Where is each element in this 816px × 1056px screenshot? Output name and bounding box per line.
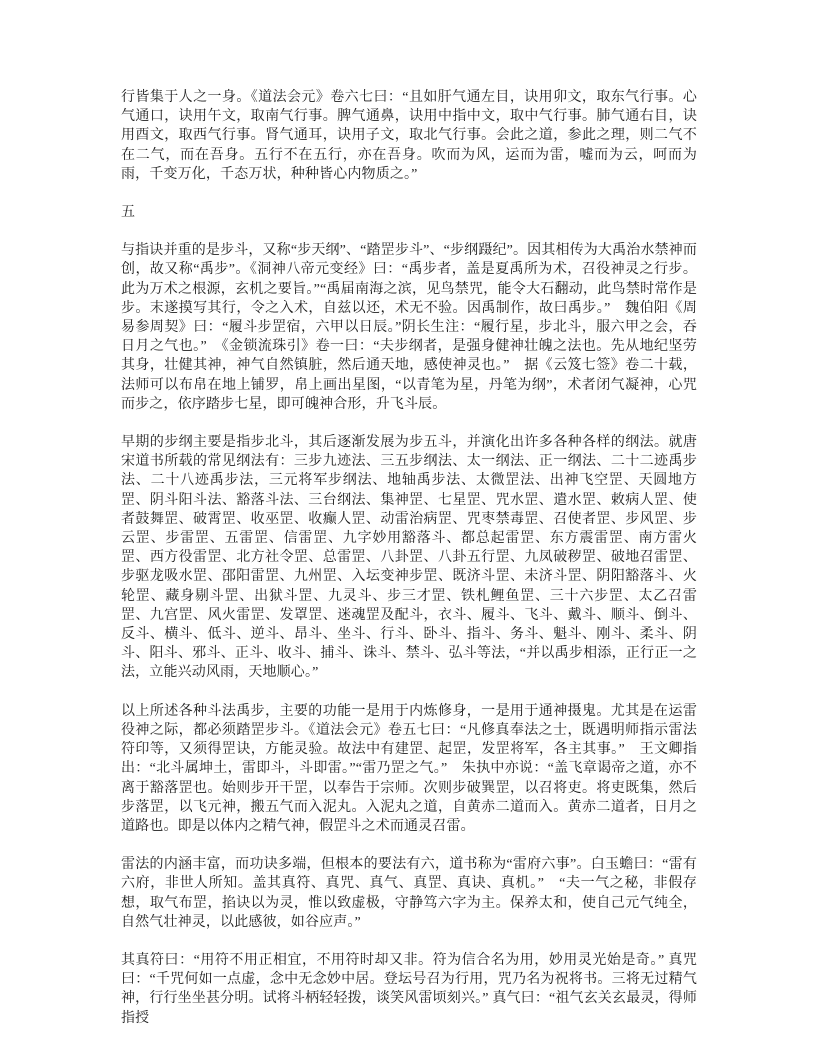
paragraph-qi-circulation: 行皆集于人之一身。《道法会元》卷六七曰：“且如肝气通左目，诀用卯文，取东气行事。心气通口，诀用午文，取南气行事。脾气通鼻，诀用中指中文，取中气行事。肺气通右目，诀用酉文，取西气行事。肾气通耳，诀用子文，取北气行事。会此之道，参此之理，则二气不在二气，而在吾身。五行不在五行，亦在吾身。吹而为风，运而为雷，嘘而为云，呵而为雨，千变万化，千态万状，种种皆心内物质之。”: [121, 90, 697, 182]
section-number-heading: 五: [121, 205, 136, 221]
paragraph-zhenfu-zhenzhou-zhenqi: 其真符曰：“用符不用正相宜，不用符时却又非。符为信合名为用，妙用灵光始是奇。” 真咒曰：“千咒何如一点虚，念中无念妙中居。登坛号召为行用，咒乃名为祝将书。三将无过精气神，行行坐坐甚分明。试将斗柄轻轻拨，谈笑风雷顷刻兴。” 真气曰：“祖气玄关玄最灵，得师指授: [121, 952, 697, 1026]
paragraph-budou-yubu-intro: 与指诀并重的是步斗，又称“步天纲”、“踏罡步斗”、“步纲蹑纪”。因其相传为大禹治水禁神而创，故又称“禹步”。《洞神八帝元变经》曰：“禹步者，盖是夏禹所为术，召役神灵之行步。此为万术之根源，玄机之要旨。”“禹届南海之滨，见鸟禁咒，能令大石翻动，此鸟禁时常作是步。末遂摸写其行，令之入术，自兹以还，术无不验。因禹制作，故曰禹步。” 魏伯阳《周易参周契》曰：“履斗步罡宿，六甲以日辰。”阴长生注：“履行星，步北斗，服六甲之会，吞日月之气也。” 《金锁流珠引》卷一曰：“夫步纲者，是强身健神壮魄之法也。先从地纪坚劳其身，壮健其神，神气自然镇脏，然后通天地，感使神灵也。” 据《云笈七签》卷二十载，法师可以布帛在地上铺罗，帛上画出星图，“以青笔为星，丹笔为纲”，术者闭气凝神，心咒而步之，依序踏步七星，即可魄神合形，升飞斗辰。: [121, 243, 697, 412]
paragraph-doufa-functions: 以上所述各种斗法禹步，主要的功能一是用于内炼修身，一是用于通神摄鬼。尤其是在运雷役神之际，都必须踏罡步斗。《道法会元》卷五七曰：“凡修真奉法之士，既遇明师指示雷法符印等，又须得罡诀，方能灵验。故法中有建罡、起罡，发罡将军，各主其事。” 王文卿指出：“北斗属坤土，雷即斗，斗即雷。”“雷乃罡之气。” 朱执中亦说：“盖飞章谒帝之道，亦不离于豁落罡也。始则步开干罡，以奉告于宗师。次则步破巽罡，以召将吏。将吏既集，然后步落罡，以飞元神，搬五气而入泥丸。入泥丸之道，自黄赤二道而入。黄赤二道者，日月之道路也。即是以体内之精气神，假罡斗之术而通灵召雷。: [121, 703, 697, 834]
paragraph-gangfa-list: 早期的步纲主要是指步北斗，其后逐渐发展为步五斗，并演化出许多各种各样的纲法。就唐宋道书所载的常见纲法有：三步九迹法、三五步纲法、太一纲法、正一纲法、二十二迹禹步法、二十八迹禹步法，三元将军步纲法、地轴禹步法、太微罡法、出神飞空罡、天圆地方罡、阴斗阳斗法、豁落斗法、三台纲法、集神罡、七星罡、咒水罡、遣水罡、敕病人罡、使者鼓舞罡、破霄罡、收巫罡、收癫人罡、动雷治病罡、咒枣禁毒罡、召使者罡、步风罡、步云罡、步雷罡、五雷罡、信雷罡、九字妙用豁落斗、都总起雷罡、东方震雷罡、南方雷火罡、西方役雷罡、北方社令罡、总雷罡、八卦罡、八卦五行罡、九凤破秽罡、破地召雷罡、步驱龙吸水罡、邵阳雷罡、九州罡、入坛变神步罡、既济斗罡、未济斗罡、阴阳豁落斗、火轮罡、藏身剔斗罡、出狱斗罡、九灵斗、步三才罡、铁札鲤鱼罡、三十六步罡、太乙召雷罡、九宫罡、风火雷罡、发罩罡、迷魂罡及配斗，衣斗、履斗、飞斗、戴斗、顺斗、倒斗、反斗、横斗、低斗、逆斗、昂斗、坐斗、行斗、卧斗、指斗、务斗、魁斗、刚斗、柔斗、阴斗、阳斗、邪斗、正斗、收斗、捕斗、诛斗、禁斗、弘斗等法，“并以禹步相添，正行正一之法，立能兴动风雨，天地顺心。”: [121, 435, 697, 681]
paragraph-leifu-liushi: 雷法的内涵丰富，而功诀多端，但根本的要法有六，道书称为“雷府六事”。白玉蟾曰：“雷有六府，非世人所知。盖其真符、真咒、真气、真罡、真诀、真机。” “夫一气之秘，非假存想，取气布罡，掐诀以为灵，惟以致虚极，守静笃六字为主。保养太和，使自己元气纯全，自然气壮神灵，以此感彼，如谷应声。”: [121, 857, 697, 930]
